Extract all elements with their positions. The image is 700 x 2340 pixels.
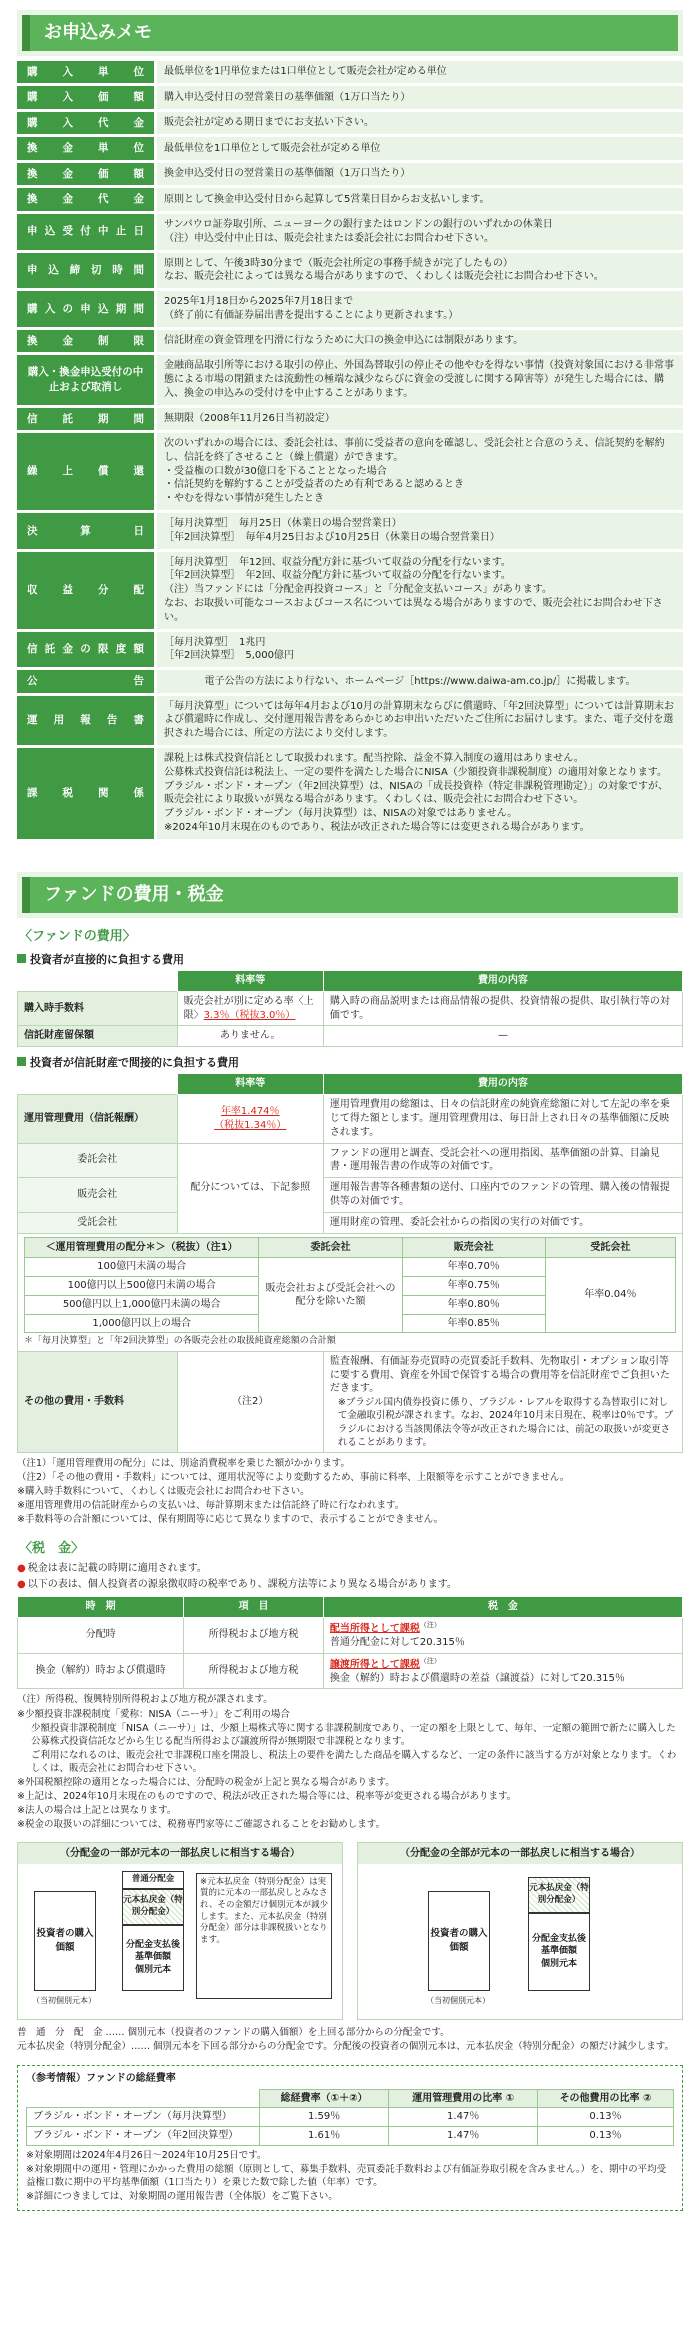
memo-row-line: 購入申込受付日の翌営業日の基準価額（1万口当たり）	[164, 91, 411, 103]
principal-return-callout: ※元本払戻金（特別分配金）は実質的に元本の一部払戻しとみなされ、その金額だけ個別元本が減少します。また、元本払戻金（特別分配金）部分は非課税扱いとなります。	[196, 1873, 332, 1999]
memo-row	[17, 291, 683, 327]
indirect-cost-heading	[17, 1055, 683, 1070]
memo-row-line: ブラジル・ボンド・オープン（年2回決算型）は、NISAの「成長投資枠（特定非課税管理勘定）」の対象ですが、販売会社により取扱いが異なる場合があります。くわしくは、販売会社にお問合わせ下さい。	[164, 780, 669, 806]
fees-header-wrap	[17, 872, 683, 918]
red-dot-icon: ●	[17, 1579, 26, 1590]
table-row	[27, 2127, 674, 2146]
memo-row-label: 購入代金	[17, 112, 157, 134]
memo-row-label: 換金単位	[17, 137, 157, 159]
mgmt-fee-content: 運用管理費用の総額は、日々の信託財産の純資産総額に対して左記の率を乗じて得た額とします。運用管理費用は、毎日計上され日々の基準価額に反映されます。	[323, 1095, 682, 1143]
tax-note: ※外国税額控除の適用となった場合には、分配時の税金が上記と異なる場合があります。	[17, 1777, 395, 1789]
mgmt-fee-label: 運用管理費用（信託報酬）	[18, 1095, 178, 1143]
alloc-hanbai: 年率0.85％	[402, 1314, 545, 1333]
after-dist-box	[122, 1925, 184, 1991]
memo-row	[17, 632, 683, 668]
ratio-fund-name: ブラジル・ボンド・オープン（年2回決算型）	[27, 2127, 260, 2146]
ratio-note: ※詳細につきましては、対象期間の運用報告書（全体版）をご覧下さい。	[26, 2191, 338, 2203]
memo-row-value	[157, 632, 683, 668]
alloc-text: 配分については、下記参照	[177, 1143, 323, 1233]
memo-row-label: 公告	[17, 670, 157, 692]
mgmt-fee-rate	[177, 1095, 323, 1143]
alloc-note: ＊「毎月決算型」と「年2回決算型」の各販売会社の取扱純資産総額の合計額	[24, 1336, 336, 1347]
memo-row-line: 信託財産の資金管理を円滑に行なうために大口の換金申込には制限があります。	[164, 335, 524, 347]
alloc-col-4: 受託会社	[545, 1237, 675, 1258]
investor-price-box	[428, 1891, 490, 1991]
tax-note: 少額投資非課税制度「NISA（ニーサ）」は、少額上場株式等に関する非課税制度であり、一定の額を上限として、毎年、一定額の範囲で新たに購入した公募株式投資信託などから生じる配当所得および譲渡所得が無期限で非課税となります。	[31, 1722, 676, 1747]
blank-header	[18, 1074, 178, 1095]
retention-label: 信託財産留保額	[18, 1026, 178, 1047]
alloc-tier: 100億円以上500億円未満の場合	[25, 1277, 259, 1296]
expense-ratio-title: （参考情報）ファンドの総経費率	[26, 2072, 176, 2084]
party-itaku: 委託会社	[18, 1143, 178, 1178]
ratio-total: 1.59％	[259, 2108, 388, 2127]
fee-note: （注1）「運用管理費用の配分」には、別途消費税率を乗じた額がかかります。	[17, 1457, 351, 1469]
other-fee-content-text: 監査報酬、有価証券売買時の売買委託手数料、先物取引・オプション取引等に要する費用、資産を外国で保管する場合の費用等を信託財産でご負担いただきます。	[329, 1355, 670, 1395]
table-row	[18, 1351, 683, 1452]
alloc-col-1: ＜運用管理費用の配分＊＞（税抜）（注1）	[25, 1237, 259, 1258]
alloc-tier: 1,000億円以上の場合	[25, 1314, 259, 1333]
kobetsu-label: 個別元本	[540, 1958, 577, 1969]
ratio-notes	[26, 2149, 674, 2203]
after-dist-box	[528, 1913, 590, 1991]
after-dist-label: 分配金支払後	[125, 1939, 180, 1950]
tax-col-tax: 税 金	[323, 1596, 682, 1617]
tax-bullet-text: 以下の表は、個人投資者の源泉徴収時の税率であり、課税方法等により異なる場合があります。	[27, 1579, 457, 1590]
principal-return-box: 元本払戻金（特別分配金）	[528, 1877, 590, 1913]
investor-price-label: 投資者の購入価額	[36, 1928, 94, 1953]
memo-row-label: 購入・換金申込受付の中止および取消し	[17, 355, 157, 404]
investor-price-box	[34, 1891, 96, 1991]
table-row	[18, 1178, 683, 1213]
mgmt-fee-rate-sub: （税抜1.34％）	[214, 1119, 287, 1131]
alloc-col-2: 委託会社	[259, 1237, 402, 1258]
memo-row-value	[157, 408, 683, 430]
ratio-other: 0.13％	[538, 2108, 674, 2127]
tax-note: ※少額投資非課税制度「愛称：NISA（ニーサ）」をご利用の場合	[17, 1708, 290, 1720]
table-row	[27, 2108, 674, 2127]
retention-rate: ありません。	[177, 1026, 323, 1047]
other-fee-label: その他の費用・手数料	[18, 1351, 178, 1452]
after-dist-label: 分配金支払後	[531, 1933, 586, 1944]
memo-row-label: 換金代金	[17, 188, 157, 210]
memo-row-line: ［年2回決算型］ 年2回、収益分配方針に基づいて収益の分配を行ないます。	[164, 570, 511, 582]
memo-row-line: （終了前に有価証券届出書を提出することにより更新されます。）	[164, 309, 459, 321]
memo-row-line: ※2024年10月末現在のものであり、税法が改正された場合等には変更される場合があります。	[164, 822, 590, 834]
retention-content: —	[323, 1026, 682, 1047]
tax-line2: 普通分配金に対して20.315％	[329, 1636, 465, 1648]
diagram-partial	[17, 1842, 343, 2020]
table-row	[18, 1653, 683, 1689]
ratio-note: ※対象期間中の運用・管理にかかった費用の総額（原則として、募集手数料、売買委託手数料および有価証券取引税を含みません。）を、期中の平均受益権口数に期中の平均基準価額（1口当たり）を乗じた数で除した値（年率）です。	[26, 2164, 667, 2189]
distribution-definitions	[17, 2026, 683, 2053]
memo-row-line: なお、お取扱い可能なコースおよびコース名については異なる場合がありますので、販売会社にお問合わせ下さい。	[164, 598, 663, 623]
other-fee-content	[323, 1351, 682, 1452]
memo-row	[17, 86, 683, 108]
other-fee-rate: （注2）	[177, 1351, 323, 1452]
memo-row-value	[157, 61, 683, 83]
indirect-col-rate: 料率等	[177, 1074, 323, 1095]
tax-value	[323, 1653, 682, 1689]
memo-row-line: （注）申込受付中止日は、販売会社または委託会社にお問合わせ下さい。	[164, 232, 494, 244]
memo-row-line: 金融商品取引所等における取引の停止、外国為替取引の停止その他やむを得ない事情（投資対象国における非常事態による市場の閉鎖または流動性の極端な減少ならびに資金の受渡しに関する障害等）が発生した場合には、購入、換金の申込みの受付けを中止することがあります。	[164, 360, 674, 399]
memo-row-label: 購入の申込期間	[17, 291, 157, 327]
memo-row	[17, 552, 683, 629]
ratio-fund-name: ブラジル・ボンド・オープン（毎月決算型）	[27, 2108, 260, 2127]
diagram-full-title: （分配金の全部が元本の一部払戻しに相当する場合）	[358, 1843, 682, 1865]
memo-row-value	[157, 163, 683, 185]
memo-row-label: 購入単位	[17, 61, 157, 83]
memo-row	[17, 670, 683, 692]
memo-row-value	[157, 513, 683, 549]
memo-row-value	[157, 552, 683, 629]
definition-special: 元本払戻金（特別分配金）…… 個別元本を下回る部分からの分配金です。分配後の投資者の個別元本は、元本払戻金（特別分配金）の額だけ減少します。	[17, 2040, 675, 2052]
party-jutaku-content: 運用財産の管理、委託会社からの指図の実行の対価です。	[323, 1212, 682, 1233]
memo-row-line: ［年2回決算型］ 毎年4月25日および10月25日（休業日の場合翌営業日）	[164, 531, 500, 543]
definition-normal: 普 通 分 配 金 …… 個別元本（投資者のファンドの購入価額）を上回る部分からの分配金です。	[17, 2026, 450, 2038]
alloc-jutaku: 年率0.04％	[545, 1258, 675, 1333]
alloc-hanbai: 年率0.70％	[402, 1258, 545, 1277]
memo-row-value	[157, 86, 683, 108]
alloc-col-3: 販売会社	[402, 1237, 545, 1258]
memo-row-label: 収益分配	[17, 552, 157, 629]
initial-principal-label: （当初個別元本）	[426, 1995, 490, 2005]
memo-row-label: 換金価額	[17, 163, 157, 185]
initial-principal-label: （当初個別元本）	[32, 1995, 96, 2005]
memo-row	[17, 408, 683, 430]
memo-row-label: 運用報告書	[17, 696, 157, 745]
tax-sup: （注）	[419, 1656, 441, 1665]
ratio-mgmt: 1.47％	[389, 2127, 538, 2146]
principal-return-box: 元本払戻金（特別分配金）	[122, 1889, 184, 1925]
fee-note: ※運用管理費用の信託財産からの支払いは、毎計算期末または信託終了時に行なわれます。	[17, 1500, 405, 1512]
direct-col-rate: 料率等	[177, 970, 323, 991]
indirect-col-content: 費用の内容	[323, 1074, 682, 1095]
memo-row-line: ［年2回決算型］ 5,000億円	[164, 650, 294, 662]
memo-row-value	[157, 253, 683, 289]
memo-row-value	[157, 112, 683, 134]
tax-value	[323, 1617, 682, 1653]
memo-row	[17, 330, 683, 352]
memo-row-line: 次のいずれかの場合には、委託会社は、事前に受益者の意向を確認し、受託会社と合意のうえ、信託契約を解約し、信託を終了させること（繰上償還）ができます。	[164, 438, 665, 463]
memo-row-line: 最低単位を1口単位として販売会社が定める単位	[164, 142, 381, 154]
tax-note: ご利用になれるのは、販売会社で非課税口座を開設し、税法上の要件を満たした商品を購入するなど、一定の条件に該当する方が対象となります。くわしくは、販売会社にお問合わせ下さい。	[31, 1749, 677, 1774]
memo-row-label: 換金制限	[17, 330, 157, 352]
memo-row-line: ［毎月決算型］ 毎月25日（休業日の場合翌営業日）	[164, 518, 402, 530]
memo-row-label: 申込受付中止日	[17, 214, 157, 250]
tax-red-text: 譲渡所得として課税	[329, 1658, 420, 1670]
tax-note: ※税金の取扱いの詳細については、税務専門家等にご確認されることをお勧めします。	[17, 1819, 386, 1831]
ratio-other: 0.13％	[538, 2127, 674, 2146]
memo-row-label: 繰上償還	[17, 433, 157, 510]
memo-row-line: 「毎月決算型」については毎年4月および10月の計算期末ならびに償還時、「年2回決算型」については計算期末および償還時に作成し、交付運用報告書をあらかじめお申出いただいたご住所にお届けします。また、電子交付を選択された場合には、所定の方法により交付します。	[164, 700, 675, 740]
tax-sup: （注）	[419, 1620, 441, 1629]
mgmt-fee-rate-main: 年率1.474％	[220, 1106, 280, 1118]
memo-row-line: 最低単位を1円単位または1口単位として販売会社が定める単位	[164, 66, 447, 78]
memo-row-label: 申込締切時間	[17, 253, 157, 289]
fund-cost-heading: 〈ファンドの費用〉	[19, 928, 136, 944]
memo-row-line: サンパウロ証券取引所、ニューヨークの銀行またはロンドンの銀行のいずれかの休業日	[164, 218, 553, 230]
purchase-fee-rate	[177, 991, 323, 1026]
fee-note: ※購入時手数料について、くわしくは販売会社にお問合わせ下さい。	[17, 1485, 310, 1497]
memo-row-line: 2025年1月18日から2025年7月18日まで	[164, 296, 354, 308]
ratio-note: ※対象期間は2024年4月26日〜2024年10月25日です。	[26, 2149, 267, 2161]
memo-header-wrap	[17, 10, 683, 56]
other-fee-note: ※ブラジル国内債券投資に係り、ブラジル・レアルを取得する為替取引に対して金融取引税が課されます。なお、2024年10月末日現在、税率は0％です。ブラジルにおける当該関係法令等が改正された場合には、前記の取扱いが変更されることがあります。	[337, 1397, 674, 1448]
table-row	[18, 991, 683, 1026]
memo-row-line: ・受益権の口数が30億口を下ることとなった場合	[164, 465, 387, 477]
memo-row-line: 電子公告の方法により行ない、ホームページ［https://www.daiwa-am.co.jp/］に掲載します。	[204, 675, 636, 687]
tax-item: 所得税および地方税	[184, 1617, 324, 1653]
memo-row-label: 購入価額	[17, 86, 157, 108]
tax-time: 換金（解約）時および償還時	[18, 1653, 184, 1689]
memo-row-line: 原則として換金申込受付日から起算して5営業日目からお支払いします。	[164, 193, 490, 205]
diagram-full	[357, 1842, 683, 2020]
tax-col-time: 時 期	[18, 1596, 184, 1617]
indirect-cost-table	[17, 1073, 683, 1452]
memo-row-value	[157, 137, 683, 159]
memo-row-value	[157, 214, 683, 250]
memo-row	[17, 748, 683, 839]
ratio-col-mgmt: 運用管理費用の比率 ①	[389, 2089, 538, 2108]
memo-row-value	[157, 433, 683, 510]
party-hanbai-content: 運用報告書等各種書類の送付、口座内でのファンドの管理、購入後の情報提供等の対価です。	[323, 1178, 682, 1213]
tax-note: （注）所得税、復興特別所得税および地方税が課されます。	[17, 1694, 273, 1706]
memo-row	[17, 355, 683, 404]
base-price-label: 基準価額	[134, 1952, 171, 1963]
investor-price-label: 投資者の購入価額	[430, 1928, 488, 1953]
memo-row-label: 課税関係	[17, 748, 157, 839]
ratio-col-total: 総経費率（①＋②）	[259, 2089, 388, 2108]
tax-bullet-text: 税金は表に記載の時期に適用されます。	[27, 1563, 207, 1575]
memo-row-line: ［毎月決算型］ 年12回、収益分配方針に基づいて収益の分配を行ないます。	[164, 556, 511, 568]
memo-row-label: 信託期間	[17, 408, 157, 430]
memo-row-line: 原則として、午後3時30分まで（販売会社所定の事務手続きが完了したもの）	[164, 257, 513, 269]
memo-row	[17, 513, 683, 549]
memo-row	[17, 433, 683, 510]
direct-cost-heading	[17, 952, 683, 967]
expense-ratio-table	[26, 2089, 674, 2146]
memo-row	[17, 696, 683, 745]
memo-row-value	[157, 291, 683, 327]
ratio-mgmt: 1.47％	[389, 2108, 538, 2127]
diagram-partial-title: （分配金の一部が元本の一部払戻しに相当する場合）	[18, 1843, 342, 1865]
memo-row-label: 決算日	[17, 513, 157, 549]
tax-line2: 換金（解約）時および償還時の差益（譲渡益）に対して20.315％	[329, 1672, 625, 1684]
memo-row-line: 公募株式投資信託は税法上、一定の要件を満たした場合にNISA（少額投資非課税制度）の適用対象となります。	[164, 766, 668, 778]
memo-row-value	[157, 188, 683, 210]
party-jutaku: 受託会社	[18, 1212, 178, 1233]
memo-row	[17, 214, 683, 250]
tax-bullet	[17, 1562, 683, 1576]
memo-row-value	[157, 330, 683, 352]
table-row	[18, 1095, 683, 1143]
memo-row	[17, 163, 683, 185]
alloc-tier: 100億円未満の場合	[25, 1258, 259, 1277]
fee-note: （注2）「その他の費用・手数料」については、運用状況等により変動するため、事前に料率、上限額等を示すことができません。	[17, 1471, 570, 1483]
memo-table	[17, 58, 683, 842]
memo-row-line: ［毎月決算型］ 1兆円	[164, 636, 266, 648]
party-itaku-content: ファンドの運用と調査、受託会社への運用指図、基準価額の計算、目論見書・運用報告書の作成等の対価です。	[323, 1143, 682, 1178]
square-bullet-icon	[17, 954, 26, 963]
direct-cost-heading-text: 投資者が直接的に負担する費用	[30, 952, 184, 966]
alloc-hanbai: 年率0.80％	[402, 1295, 545, 1314]
memo-row	[17, 61, 683, 83]
alloc-table	[24, 1237, 676, 1334]
memo-row	[17, 188, 683, 210]
alloc-itaku: 販売会社および受託会社への配分を除いた額	[259, 1258, 402, 1333]
tax-red-text: 配当所得として課税	[329, 1622, 420, 1634]
table-row	[18, 1617, 683, 1653]
memo-row-value	[157, 748, 683, 839]
red-dot-icon: ●	[17, 1563, 26, 1575]
purchase-fee-rate-text: 販売会社が別に定める率〈上限〉	[183, 995, 314, 1021]
distribution-diagrams	[17, 1842, 683, 2020]
alloc-tier: 500億円以上1,000億円未満の場合	[25, 1295, 259, 1314]
tax-note: ※法人の場合は上記とは異なります。	[17, 1805, 177, 1817]
direct-col-content: 費用の内容	[323, 970, 682, 991]
fees-section-title: ファンドの費用・税金	[22, 877, 678, 913]
memo-row-line: ・信託契約を解約することが受益者のため有利であると認めるとき	[164, 479, 464, 491]
memo-row-value	[157, 355, 683, 404]
tax-heading: 〈税 金〉	[19, 1541, 85, 1557]
blank-header	[18, 970, 178, 991]
memo-row	[17, 137, 683, 159]
expense-ratio-box	[17, 2065, 683, 2212]
memo-row-value	[157, 670, 683, 692]
blank-header	[27, 2089, 260, 2108]
fee-notes	[17, 1457, 683, 1527]
alloc-table-cell	[18, 1233, 683, 1351]
table-row	[18, 1143, 683, 1178]
memo-row-line: 換金申込受付日の翌営業日の基準価額（1万口当たり）	[164, 168, 411, 180]
memo-row-line: 課税上は株式投資信託として取扱われます。配当控除、益金不算入制度の適用はありません。	[164, 753, 584, 765]
normal-dist-box: 普通分配金	[122, 1871, 184, 1889]
tax-notes	[17, 1693, 683, 1831]
square-bullet-icon	[17, 1057, 26, 1066]
indirect-cost-heading-text: 投資者が信託財産で間接的に負担する費用	[30, 1056, 239, 1070]
ratio-col-other: その他費用の比率 ②	[538, 2089, 674, 2108]
table-row	[25, 1258, 676, 1277]
direct-cost-table	[17, 970, 683, 1047]
memo-row-line: ブラジル・ボンド・オープン（毎月決算型）は、NISAの対象ではありません。	[164, 808, 518, 820]
tax-bullet	[17, 1578, 683, 1592]
tax-table	[17, 1596, 683, 1690]
kobetsu-label: 個別元本	[134, 1964, 171, 1975]
tax-note: ※上記は、2024年10月末現在のものですので、税法が改正された場合等には、税率等が変更される場合があります。	[17, 1791, 517, 1803]
memo-row-line: 無期限（2008年11月26日当初設定）	[164, 412, 335, 424]
fee-note: ※手数料等の合計額については、保有期間等に応じて異なりますので、表示することができません。	[17, 1514, 444, 1526]
purchase-fee-label: 購入時手数料	[18, 991, 178, 1026]
memo-row-line: （注）当ファンドには「分配金再投資コース」と「分配金支払いコース」があります。	[164, 584, 552, 596]
table-row	[18, 1212, 683, 1233]
memo-section-title: お申込みメモ	[22, 15, 678, 51]
purchase-fee-rate-red: 3.3％（税抜3.0％）	[203, 1009, 296, 1021]
purchase-fee-content: 購入時の商品説明または商品情報の提供、投資情報の提供、取引執行等の対価です。	[323, 991, 682, 1026]
memo-row-line: なお、販売会社によっては異なる場合がありますので、くわしくは販売会社にお問合わせ下さい。	[164, 271, 604, 283]
tax-time: 分配時	[18, 1617, 184, 1653]
alloc-hanbai: 年率0.75％	[402, 1277, 545, 1296]
memo-row	[17, 112, 683, 134]
table-row	[18, 1026, 683, 1047]
tax-item: 所得税および地方税	[184, 1653, 324, 1689]
ratio-total: 1.61％	[259, 2127, 388, 2146]
memo-row-value	[157, 696, 683, 745]
base-price-label: 基準価額	[540, 1946, 577, 1957]
memo-row-line: ・やむを得ない事情が発生したとき	[164, 493, 324, 505]
memo-row	[17, 253, 683, 289]
memo-row-label: 信託金の限度額	[17, 632, 157, 668]
tax-col-item: 項 目	[184, 1596, 324, 1617]
party-hanbai: 販売会社	[18, 1178, 178, 1213]
memo-row-line: 販売会社が定める期日までにお支払い下さい。	[164, 117, 374, 129]
